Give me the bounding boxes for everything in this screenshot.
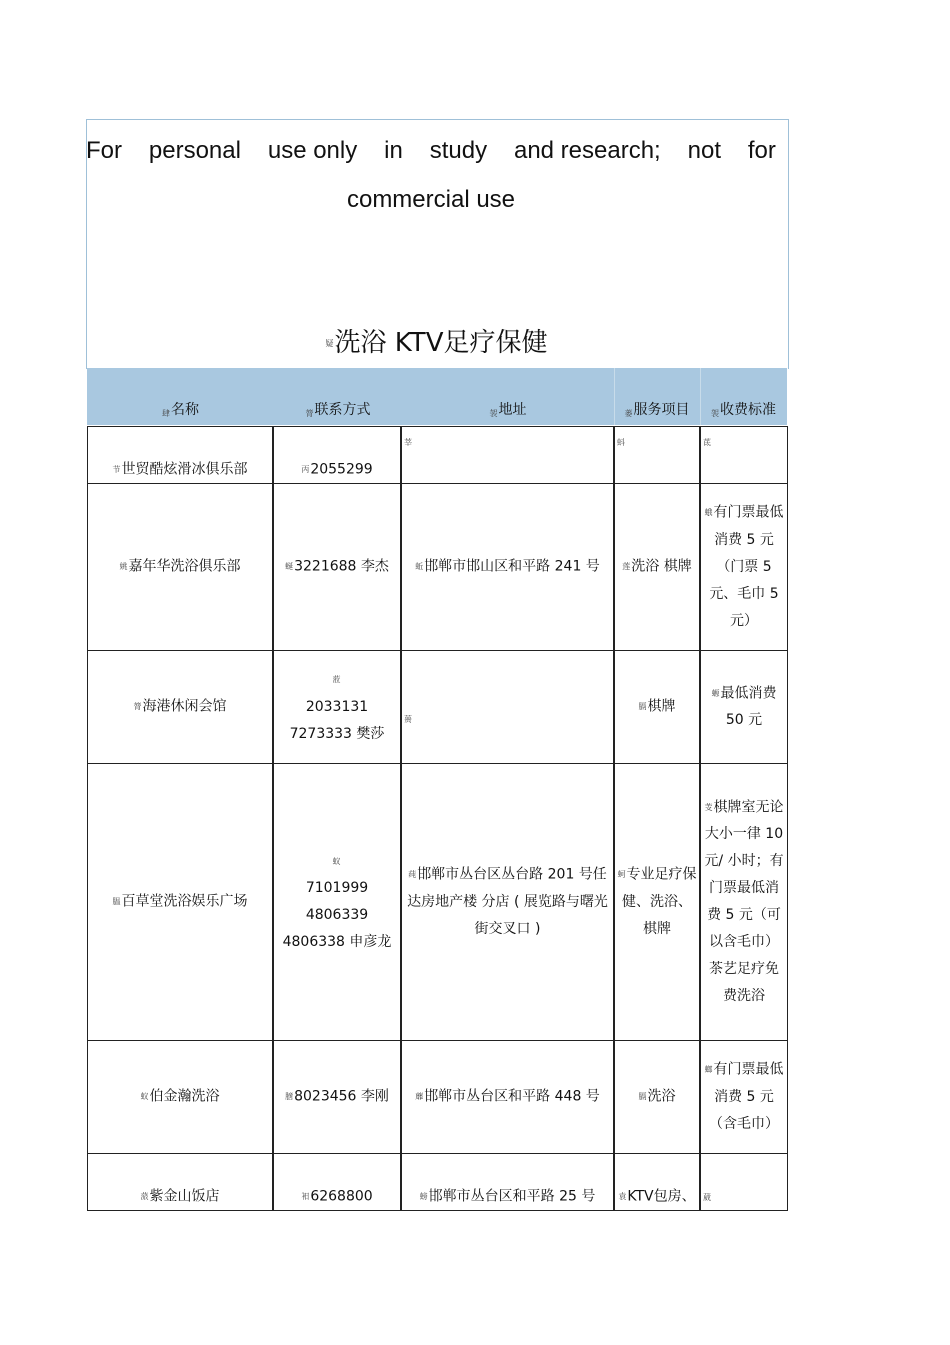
notice-word: for [747,137,776,164]
header-mark: 蒌 [624,409,633,418]
table-cell-name: 节世贸酷炫滑冰俱乐部 [87,426,273,484]
table-cell-name: 蚁伯金瀚洗浴 [87,1040,273,1154]
table-cell-service: 蚪 [614,426,700,484]
header-mark: 肆 [162,409,170,418]
title-text: 洗浴 KTV足疗保健 [334,328,548,358]
table-cell-fee: 葳 [700,1153,788,1211]
notice-word: use only [267,137,358,164]
table-cell-name: 姚嘉年华洗浴俱乐部 [87,483,273,651]
table-cell-fee: 螂有门票最低消费 5 元（含毛巾） [700,1040,788,1154]
table-cell-address: 螃邯郸市丛台区和平路 25 号 [401,1153,614,1211]
table-cell-contact: 丙2055299 [273,426,401,484]
table-cell-fee: 茋 [700,426,788,484]
table-cell-service: 莲洗浴 棋牌 [614,483,700,651]
table-cell-contact: 蒞 2033131 7273333 樊莎 [273,650,401,764]
header-name [87,368,274,425]
table-cell-address: 莼邯郸市丛台区丛台路 201 号任达房地产楼 分店 ( 展览路与曙光街交叉口 ) [401,763,614,1041]
header-label: 地址 [498,402,527,418]
table-cell-contact: 衵6268800 [273,1153,401,1211]
table-header [87,368,787,425]
header-fee [700,368,787,425]
usage-notice-line-2: commercial use [346,186,516,213]
header-label: 服务项目 [633,402,690,418]
header-mark: 袈 [711,409,719,418]
notice-word: not [687,137,721,164]
table-cell-fee: 蛾有门票最低消费 5 元（门票 5 元、毛巾 5 元） [700,483,788,651]
table-cell-service: 袁KTV包房、 [614,1153,700,1211]
table-cell-contact: 膪8023456 李刚 [273,1040,401,1154]
header-service [614,368,700,425]
table-cell-fee: 芰棋牌室无论大小一律 10 元/ 小时；有门票最低消费 5 元（可以含毛巾） 茶艺足疗免费洗浴 [700,763,788,1041]
notice-word: For [86,137,122,164]
table-cell-address: 蚯邯郸市邯山区和平路 241 号 [401,483,614,651]
title-mark: 疑 [325,338,334,348]
header-label: 联系方式 [314,402,371,418]
notice-word: and research; [513,137,661,164]
table-cell-address: 蘼邯郸市丛台区和平路 448 号 [401,1040,614,1154]
usage-notice-line-1 [86,126,776,175]
header-address [402,368,614,425]
notice-word: personal [148,137,241,164]
notice-word: in [384,137,403,164]
table-cell-service: 蚵专业足疗保健、洗浴、棋牌 [614,763,700,1041]
table-cell-name: 蒎紫金山饭店 [87,1153,273,1211]
table-cell-address: 蒉 [401,650,614,764]
table-cell-service: 膈洗浴 [614,1040,700,1154]
table-cell-fee: 螈最低消费 50 元 [700,650,788,764]
header-label: 名称 [171,402,199,418]
table-cell-address: 莘 [401,426,614,484]
table-cell-name: 膂海港休闲会馆 [87,650,273,764]
table-cell-contact: 蜒3221688 李杰 [273,483,401,651]
header-mark: 膂 [305,409,314,418]
header-mark: 袈 [489,409,498,418]
table-cell-name: 腽百草堂洗浴娱乐广场 [87,763,273,1041]
document-title [86,325,787,362]
table-cell-contact: 蚁 7101999 4806339 4806338 申彦龙 [273,763,401,1041]
header-contact [274,368,402,425]
header-label: 收费标准 [720,402,776,418]
usage-notice [86,126,776,224]
notice-word: study [429,137,488,164]
table-cell-service: 膈棋牌 [614,650,700,764]
